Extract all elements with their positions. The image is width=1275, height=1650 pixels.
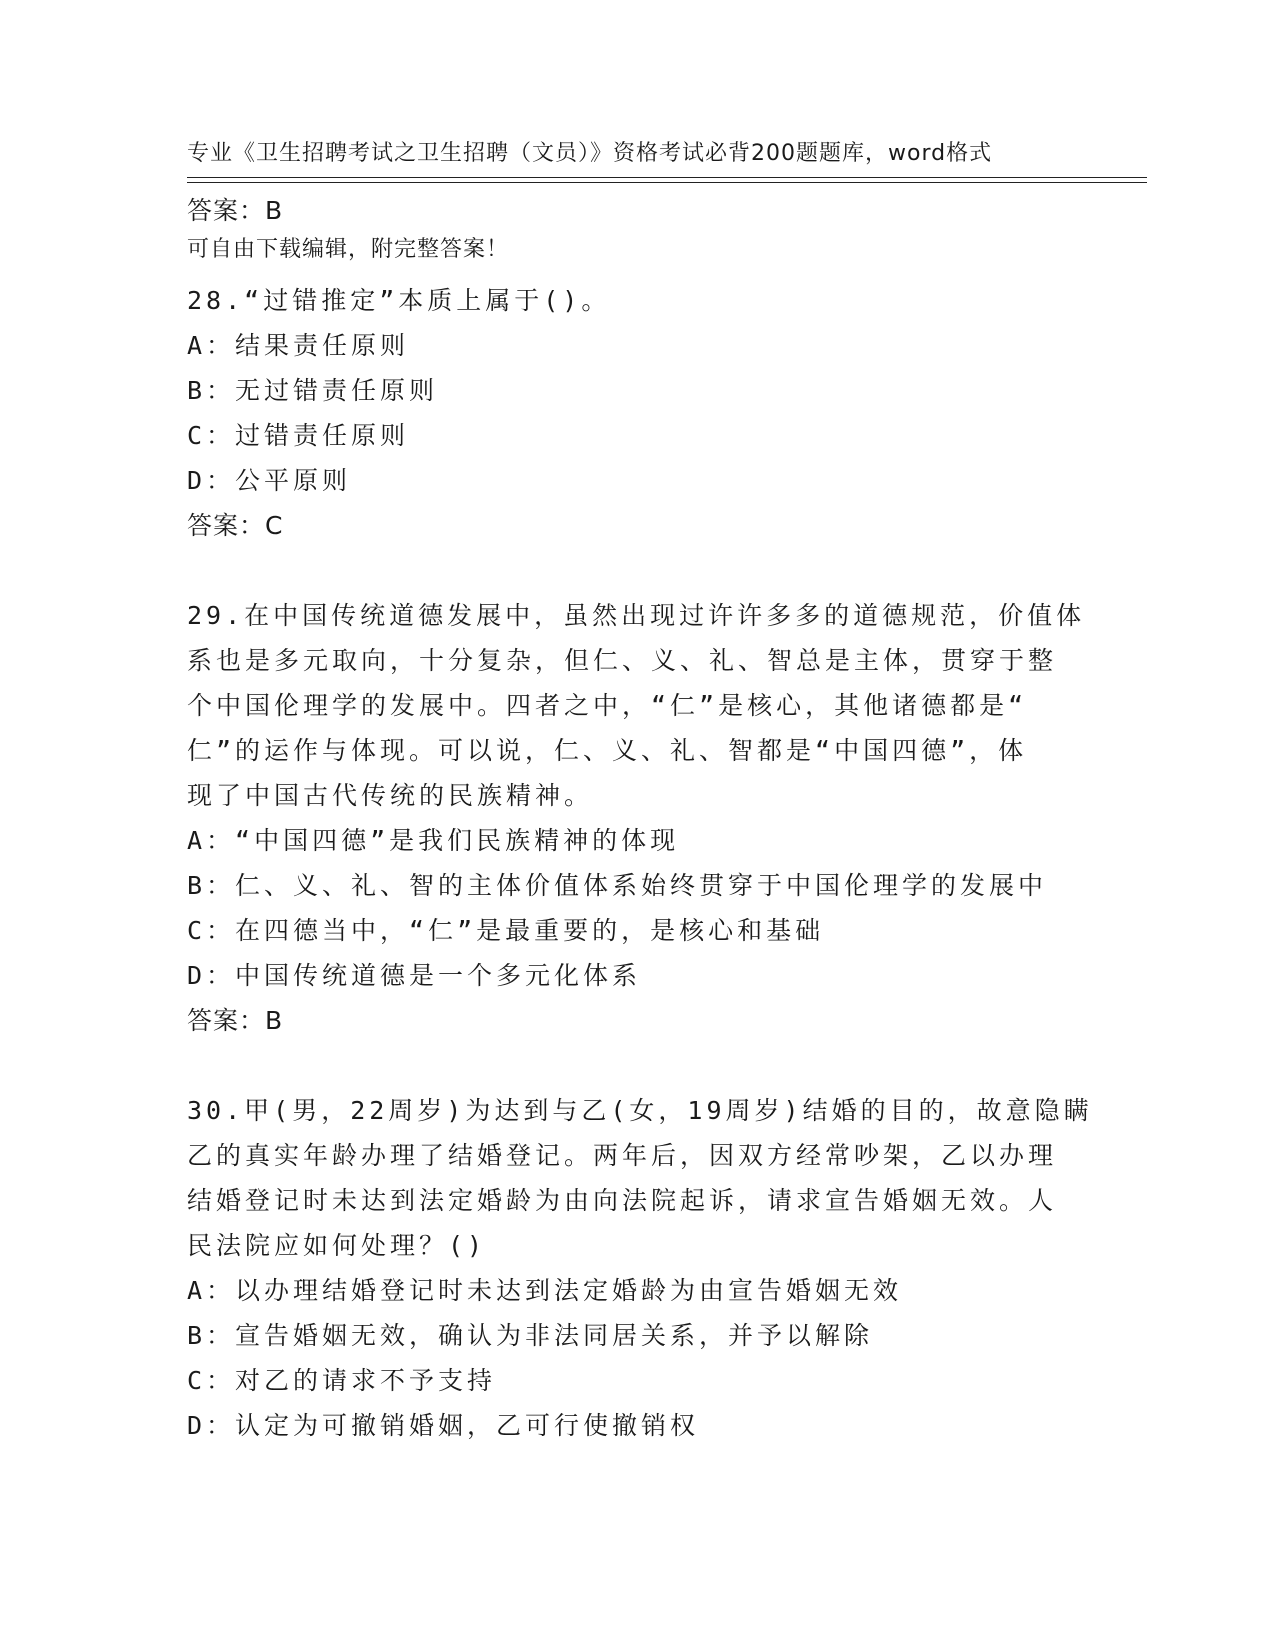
question-stem-line: 系也是多元取向，十分复杂，但仁、义、礼、智总是主体，贯穿于整 [187, 646, 1058, 675]
question-stem-line: 30.甲(男，22周岁)为达到与乙(女，19周岁)结婚的目的，故意隐瞒 [187, 1096, 1093, 1125]
option-c: C：在四德当中，“仁”是最重要的，是核心和基础 [187, 916, 825, 945]
header-divider-bottom [187, 182, 1147, 183]
question-stem-line: 结婚登记时未达到法定婚龄为由向法院起诉，请求宣告婚姻无效。人 [187, 1186, 1058, 1215]
question-stem-line: 民法院应如何处理？() [187, 1231, 487, 1260]
header-line-2: 可自由下载编辑，附完整答案！ [187, 237, 510, 262]
answer: 答案：B [187, 1006, 284, 1035]
question-stem-line: 乙的真实年龄办理了结婚登记。两年后，因双方经常吵架，乙以办理 [187, 1141, 1058, 1170]
option-d: D：中国传统道德是一个多元化体系 [187, 961, 642, 990]
option-a: A：“中国四德”是我们民族精神的体现 [187, 826, 680, 855]
question-stem-line: 28.“过错推定”本质上属于()。 [187, 286, 611, 315]
option-a: A：结果责任原则 [187, 331, 410, 360]
header-line-1: 专业《卫生招聘考试之卫生招聘（文员）》资格考试必背200题题库，word格式 [187, 141, 993, 166]
spacer [187, 548, 1067, 593]
option-b: B：仁、义、礼、智的主体价值体系始终贯穿于中国伦理学的发展中 [187, 871, 1048, 900]
option-a: A：以办理结婚登记时未达到法定婚龄为由宣告婚姻无效 [187, 1276, 903, 1305]
question-28 [187, 278, 1067, 548]
option-d: D：公平原则 [187, 466, 352, 495]
header-divider-top [187, 177, 1147, 178]
option-d: D：认定为可撤销婚姻，乙可行使撤销权 [187, 1411, 700, 1440]
question-30 [187, 1088, 1093, 1448]
answer: 答案：C [187, 511, 284, 540]
question-stem-line: 29.在中国传统道德发展中，虽然出现过许许多多的道德规范，价值体 [187, 601, 1086, 630]
document-body [187, 188, 1093, 1448]
option-b: B：宣告婚姻无效，确认为非法同居关系，并予以解除 [187, 1321, 874, 1350]
option-c: C：对乙的请求不予支持 [187, 1366, 497, 1395]
question-stem-line: 现了中国古代传统的民族精神。 [187, 781, 594, 810]
spacer [187, 233, 1067, 278]
option-b: B：无过错责任原则 [187, 376, 439, 405]
question-29 [187, 593, 1086, 1043]
question-stem-line: 仁”的运作与体现。可以说，仁、义、礼、智都是“中国四德”，体 [187, 736, 1028, 765]
option-c: C：过错责任原则 [187, 421, 410, 450]
previous-answer: 答案：B [187, 196, 284, 225]
question-stem-line: 个中国伦理学的发展中。四者之中，“仁”是核心，其他诸德都是“ [187, 691, 1028, 720]
spacer [187, 1043, 1067, 1088]
